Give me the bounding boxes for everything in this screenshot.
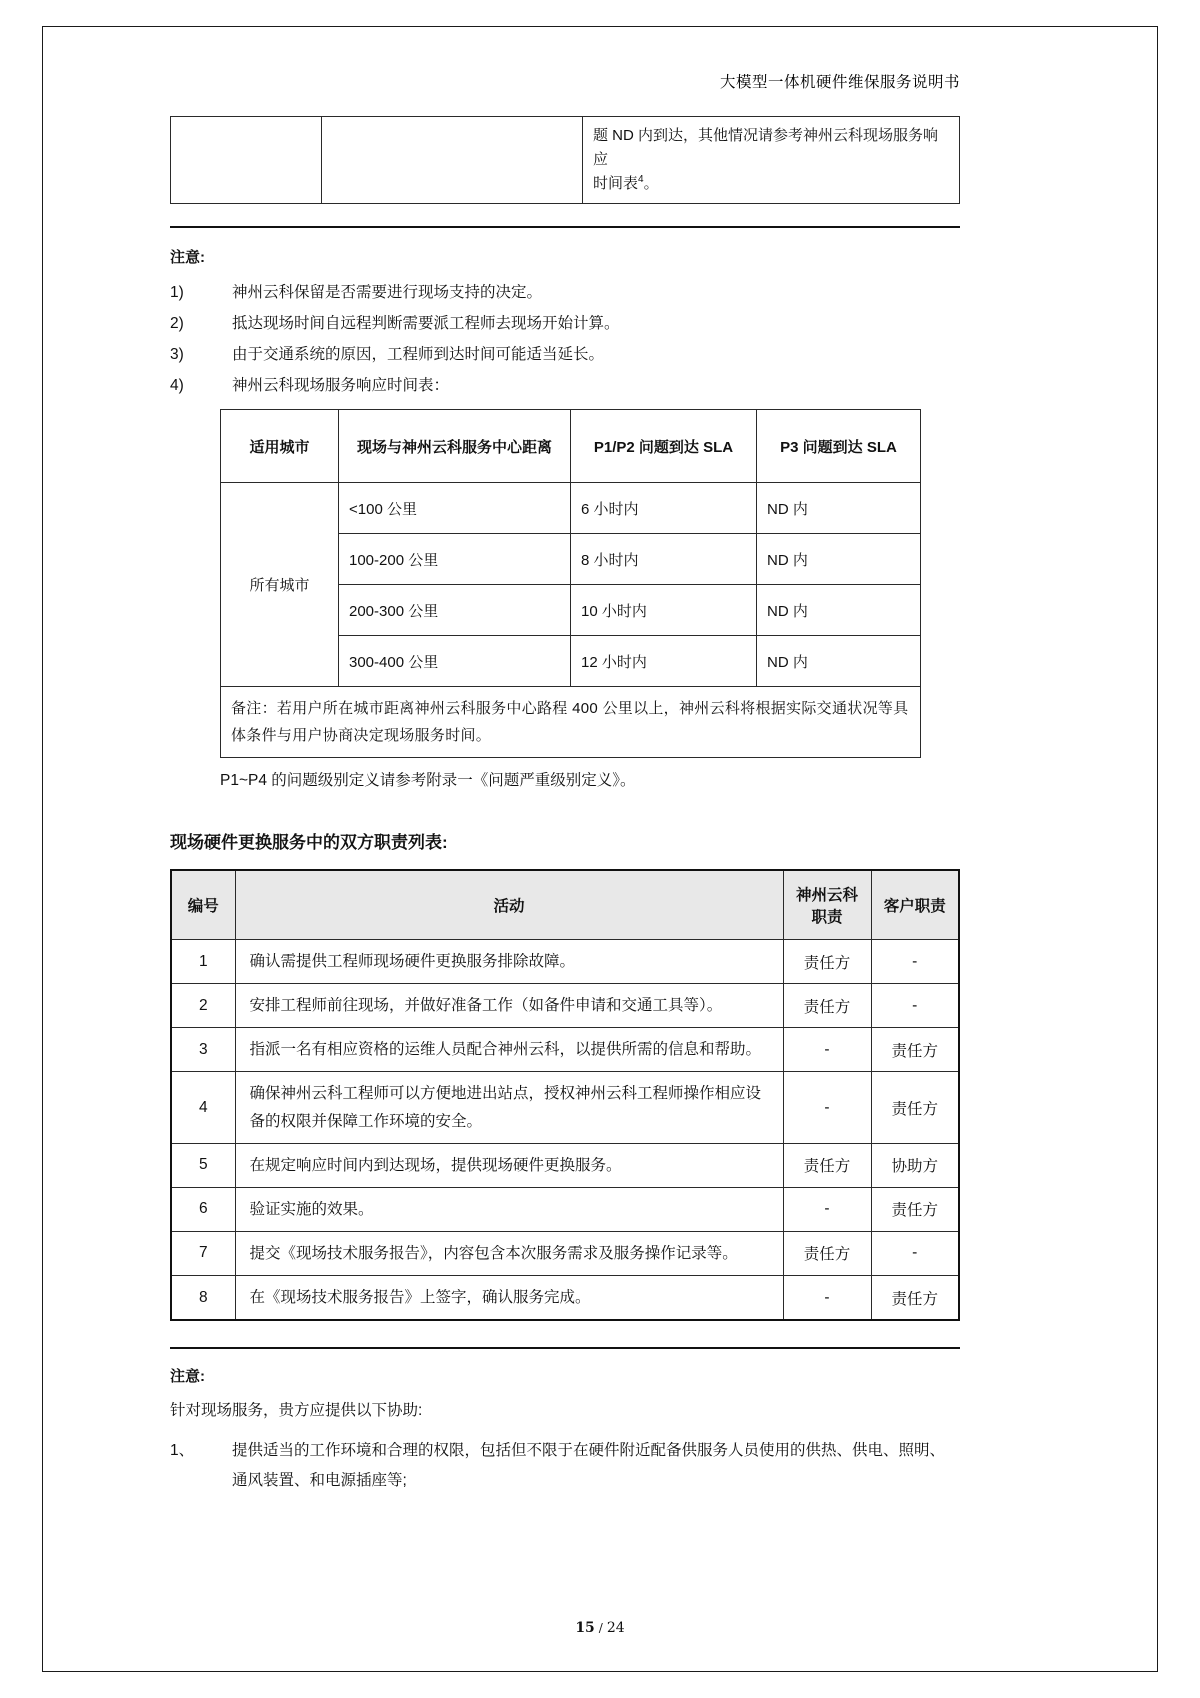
resp-cell-index: 7 xyxy=(171,1231,235,1275)
table-row xyxy=(171,1276,959,1321)
list-item-text: 由于交通系统的原因，工程师到达时间可能适当延长。 xyxy=(232,346,605,363)
section-title: 现场硬件更换服务中的双方职责列表: xyxy=(170,833,448,852)
resp-cell-cloud: 责任方 xyxy=(783,1143,871,1187)
table-cell-empty-2 xyxy=(322,117,583,204)
list-item xyxy=(170,277,960,308)
resp-cell-cloud: - xyxy=(783,1187,871,1231)
resp-cell-customer: 协助方 xyxy=(871,1143,959,1187)
sla-cell-p1p2: 12 小时内 xyxy=(571,636,757,687)
resp-cell-customer: 责任方 xyxy=(871,1187,959,1231)
list-item-label: 1) xyxy=(170,284,184,301)
sla-cell-p3: ND 内 xyxy=(757,483,921,534)
sla-header-city: 适用城市 xyxy=(221,410,339,483)
list-item xyxy=(170,1436,960,1496)
resp-cell-customer: 责任方 xyxy=(871,1028,959,1072)
list-item-text: 提供适当的工作环境和合理的权限，包括但不限于在硬件附近配备供服务人员使用的供热、供电、照明、通风装置、和电源插座等; xyxy=(232,1442,946,1490)
priority-definition-text: P1~P4 的问题级别定义请参考附录一《问题严重级别定义》。 xyxy=(220,772,636,789)
resp-header-cloud-line2: 职责 xyxy=(811,909,843,926)
sla-table-note: 备注：若用户所在城市距离神州云科服务中心路程 400 公里以上，神州云科将根据实际交通状况等具体条件与用户协商决定现场服务时间。 xyxy=(221,687,921,758)
sla-cell-p3: ND 内 xyxy=(757,636,921,687)
list-item-text: 神州云科现场服务响应时间表： xyxy=(232,377,450,394)
resp-cell-cloud: 责任方 xyxy=(783,1231,871,1275)
resp-cell-index: 4 xyxy=(171,1072,235,1143)
table-row xyxy=(171,984,959,1028)
resp-cell-activity: 提交《现场技术服务报告》，内容包含本次服务需求及服务操作记录等。 xyxy=(235,1231,783,1275)
table-cell-response-text xyxy=(583,117,960,204)
resp-cell-activity: 在规定响应时间内到达现场，提供现场硬件更换服务。 xyxy=(235,1143,783,1187)
list-item-text: 神州云科保留是否需要进行现场支持的决定。 xyxy=(232,284,543,301)
table-cell-empty-1 xyxy=(171,117,322,204)
document-header: 大模型一体机硬件维保服务说明书 xyxy=(719,73,960,91)
list-item-label: 1、 xyxy=(170,1442,195,1460)
table-row xyxy=(221,483,921,534)
table-header-row xyxy=(171,870,959,940)
footnote-marker: 4 xyxy=(638,174,644,185)
resp-cell-activity: 确认需提供工程师现场硬件更换服务排除故障。 xyxy=(235,940,783,984)
responsibility-table xyxy=(170,869,960,1321)
table-row xyxy=(171,1187,959,1231)
resp-header-cloud xyxy=(783,870,871,940)
resp-cell-cloud: - xyxy=(783,1028,871,1072)
table-row xyxy=(171,1072,959,1143)
sla-cell-p1p2: 6 小时内 xyxy=(571,483,757,534)
divider-bottom xyxy=(170,1347,960,1349)
resp-cell-customer: - xyxy=(871,984,959,1028)
list-item xyxy=(170,370,960,401)
resp-cell-index: 8 xyxy=(171,1276,235,1321)
resp-cell-index: 5 xyxy=(171,1143,235,1187)
resp-header-activity: 活动 xyxy=(235,870,783,940)
sla-cell-distance: 100-200 公里 xyxy=(339,534,571,585)
table-row xyxy=(171,1231,959,1275)
resp-cell-activity: 安排工程师前往现场，并做好准备工作（如备件申请和交通工具等）。 xyxy=(235,984,783,1028)
resp-cell-cloud: 责任方 xyxy=(783,940,871,984)
resp-cell-activity: 验证实施的效果。 xyxy=(235,1187,783,1231)
table-row xyxy=(171,1143,959,1187)
notes-intro-2: 针对现场服务，贵方应提供以下协助: xyxy=(170,1402,423,1420)
resp-header-cloud-line1: 神州云科 xyxy=(795,887,858,904)
divider-top xyxy=(170,226,960,228)
table-row xyxy=(171,1028,959,1072)
sla-table-wrapper xyxy=(220,409,920,758)
sla-response-time-table xyxy=(220,409,921,758)
page-separator: / xyxy=(598,1621,603,1635)
notes-list-1 xyxy=(170,277,960,401)
response-text-line2: 时间表 xyxy=(593,175,639,192)
resp-cell-cloud: - xyxy=(783,1276,871,1321)
page-footer xyxy=(0,1620,1200,1636)
resp-cell-activity: 确保神州云科工程师可以方便地进出站点，授权神州云科工程师操作相应设备的权限并保障工作环境的安全。 xyxy=(235,1072,783,1143)
page-total: 24 xyxy=(606,1620,625,1636)
list-item-label: 4) xyxy=(170,377,184,394)
resp-cell-cloud: 责任方 xyxy=(783,984,871,1028)
resp-cell-cloud: - xyxy=(783,1072,871,1143)
sla-cell-p3: ND 内 xyxy=(757,534,921,585)
notes-title-2: 注意: xyxy=(170,1368,205,1386)
sla-header-distance: 现场与神州云科服务中心距离 xyxy=(339,410,571,483)
sla-cell-p3: ND 内 xyxy=(757,585,921,636)
resp-cell-index: 1 xyxy=(171,940,235,984)
response-text-line1: 题 ND 内到达，其他情况请参考神州云科现场服务响应 xyxy=(593,127,939,168)
resp-cell-customer: - xyxy=(871,1231,959,1275)
list-item xyxy=(170,308,960,339)
resp-header-index: 编号 xyxy=(171,870,235,940)
notes-title-1: 注意: xyxy=(170,249,205,266)
continued-table xyxy=(170,116,960,204)
list-item xyxy=(170,339,960,370)
resp-cell-activity: 指派一名有相应资格的运维人员配合神州云科，以提供所需的信息和帮助。 xyxy=(235,1028,783,1072)
sla-cell-distance: 200-300 公里 xyxy=(339,585,571,636)
resp-cell-activity: 在《现场技术服务报告》上签字，确认服务完成。 xyxy=(235,1276,783,1321)
list-item-label: 3) xyxy=(170,346,184,363)
list-item-text: 抵达现场时间自远程判断需要派工程师去现场开始计算。 xyxy=(232,315,620,332)
resp-cell-customer: 责任方 xyxy=(871,1072,959,1143)
table-row xyxy=(171,117,960,204)
sla-cell-p1p2: 10 小时内 xyxy=(571,585,757,636)
table-row-note xyxy=(221,687,921,758)
sla-cell-distance: 300-400 公里 xyxy=(339,636,571,687)
resp-cell-customer: - xyxy=(871,940,959,984)
sla-header-p1p2: P1/P2 问题到达 SLA xyxy=(571,410,757,483)
sla-header-p3: P3 问题到达 SLA xyxy=(757,410,921,483)
resp-header-customer: 客户职责 xyxy=(871,870,959,940)
list-item-label: 2) xyxy=(170,315,184,332)
resp-cell-customer: 责任方 xyxy=(871,1276,959,1321)
resp-cell-index: 3 xyxy=(171,1028,235,1072)
resp-cell-index: 2 xyxy=(171,984,235,1028)
sla-cell-distance: <100 公里 xyxy=(339,483,571,534)
page-content xyxy=(170,70,960,1497)
table-header-row xyxy=(221,410,921,483)
sla-cell-p1p2: 8 小时内 xyxy=(571,534,757,585)
table-row xyxy=(171,940,959,984)
sla-cell-city: 所有城市 xyxy=(221,483,339,687)
page-number: 15 xyxy=(575,1620,595,1636)
resp-cell-index: 6 xyxy=(171,1187,235,1231)
response-text-line2-end: 。 xyxy=(643,175,659,192)
